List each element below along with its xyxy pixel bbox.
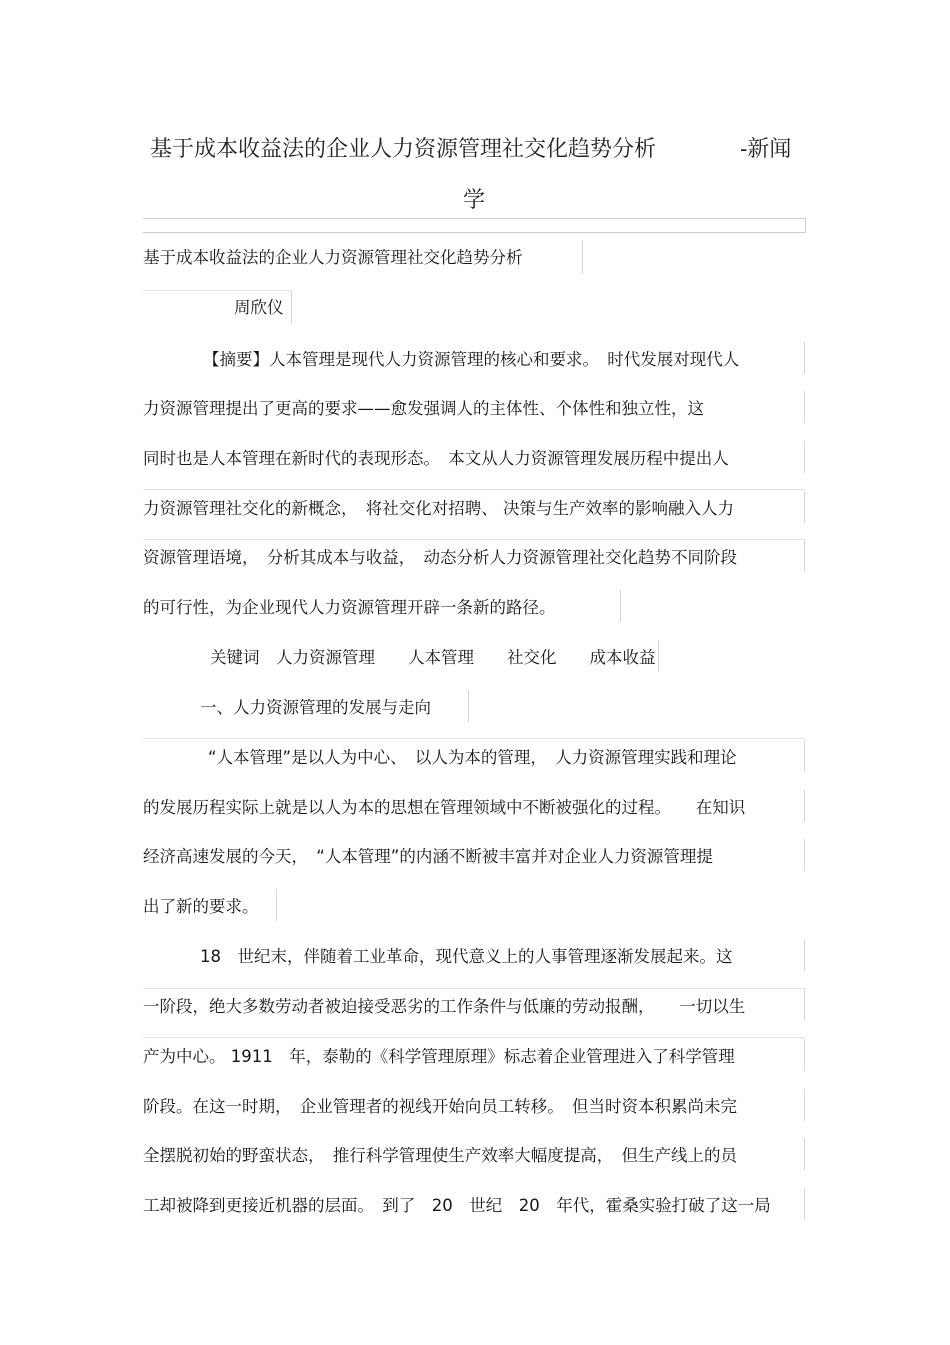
cell-border [276,889,277,921]
paragraph-line: 工却被降到更接近机器的层面。 到了 20 世纪 20 年代，霍桑实验打破了这一局 [143,1196,771,1215]
cell-border [468,690,469,722]
cell-border [804,939,805,971]
cell-border [804,391,805,423]
cell-border [804,540,805,572]
cell-border [658,640,659,672]
article-author: 周欣仪 [234,298,284,317]
document-title-suffix-line2: 学 [463,188,486,213]
cell-border [143,489,805,490]
cell-border [804,1089,805,1121]
cell-border [804,441,805,473]
paragraph-line: 出了新的要求。 [143,897,259,916]
paragraph-line: 经济高速发展的今天， “人本管理”的内涵不断被丰富并对企业人力资源管理提 [143,847,713,866]
cell-border [143,290,291,291]
cell-border [804,989,805,1021]
section-heading: 一、人力资源管理的发展与走向 [200,698,431,717]
abstract-line: 同时也是人本管理在新时代的表现形态。 本文从人力资源管理发展历程中提出人 [143,449,729,468]
paragraph-line: 18 世纪末，伴随着工业革命，现代意义上的人事管理逐渐发展起来。这 [200,947,733,966]
cell-border [291,290,292,324]
cell-border [620,590,621,622]
abstract-line: 的可行性，为企业现代人力资源管理开辟一条新的路径。 [143,598,556,617]
cell-border [804,1188,805,1220]
abstract-line: 力资源管理提出了更高的要求——愈发强调人的主体性、个体性和独立性，这 [143,399,704,418]
cell-border [804,1138,805,1170]
document-title: 基于成本收益法的企业人力资源管理社交化趋势分析 [150,137,657,162]
cell-border [804,740,805,772]
abstract-line: 资源管理语境， 分析其成本与收益， 动态分析人力资源管理社交化趋势不同阶段 [143,548,737,567]
cell-border [582,240,583,274]
cell-border [804,491,805,523]
article-subtitle: 基于成本收益法的企业人力资源管理社交化趋势分析 [143,248,523,267]
cell-border [143,1037,805,1038]
cell-border [143,988,805,989]
paragraph-line: 一阶段，绝大多数劳动者被迫接受恶劣的工作条件与低廉的劳动报酬， 一切以生 [143,997,746,1016]
document-title-suffix: -新闻 [740,137,792,162]
cell-border [804,1039,805,1071]
keywords-line: 关键词 人力资源管理 人本管理 社交化 成本收益 [210,648,656,667]
paragraph-line: “人本管理”是以人为中心、 以人为本的管理， 人力资源管理实践和理论 [208,748,737,767]
abstract-line: 【摘要】人本管理是现代人力资源管理的核心和要求。 时代发展对现代人 [203,350,740,369]
paragraph-line: 的发展历程实际上就是以人为本的思想在管理领域中不断被强化的过程。 在知识 [143,798,746,817]
cell-border [804,839,805,871]
paragraph-line: 阶段。在这一时期， 企业管理者的视线开始向员工转移。 但当时资本积累尚未完 [143,1097,737,1116]
cell-border [804,790,805,822]
paragraph-line: 产为中心。 1911 年，泰勒的《科学管理原理》标志着企业管理进入了科学管理 [143,1047,735,1066]
cell-border [143,738,805,739]
cell-border [143,539,805,540]
cell-border [804,342,805,374]
paragraph-line: 全摆脱初始的野蛮状态， 推行科学管理使生产效率大幅度提高， 但生产线上的员 [143,1146,737,1165]
abstract-line: 力资源管理社交化的新概念， 将社交化对招聘、 决策与生产效率的影响融入人力 [143,499,734,518]
title-separator-rule [143,218,806,233]
